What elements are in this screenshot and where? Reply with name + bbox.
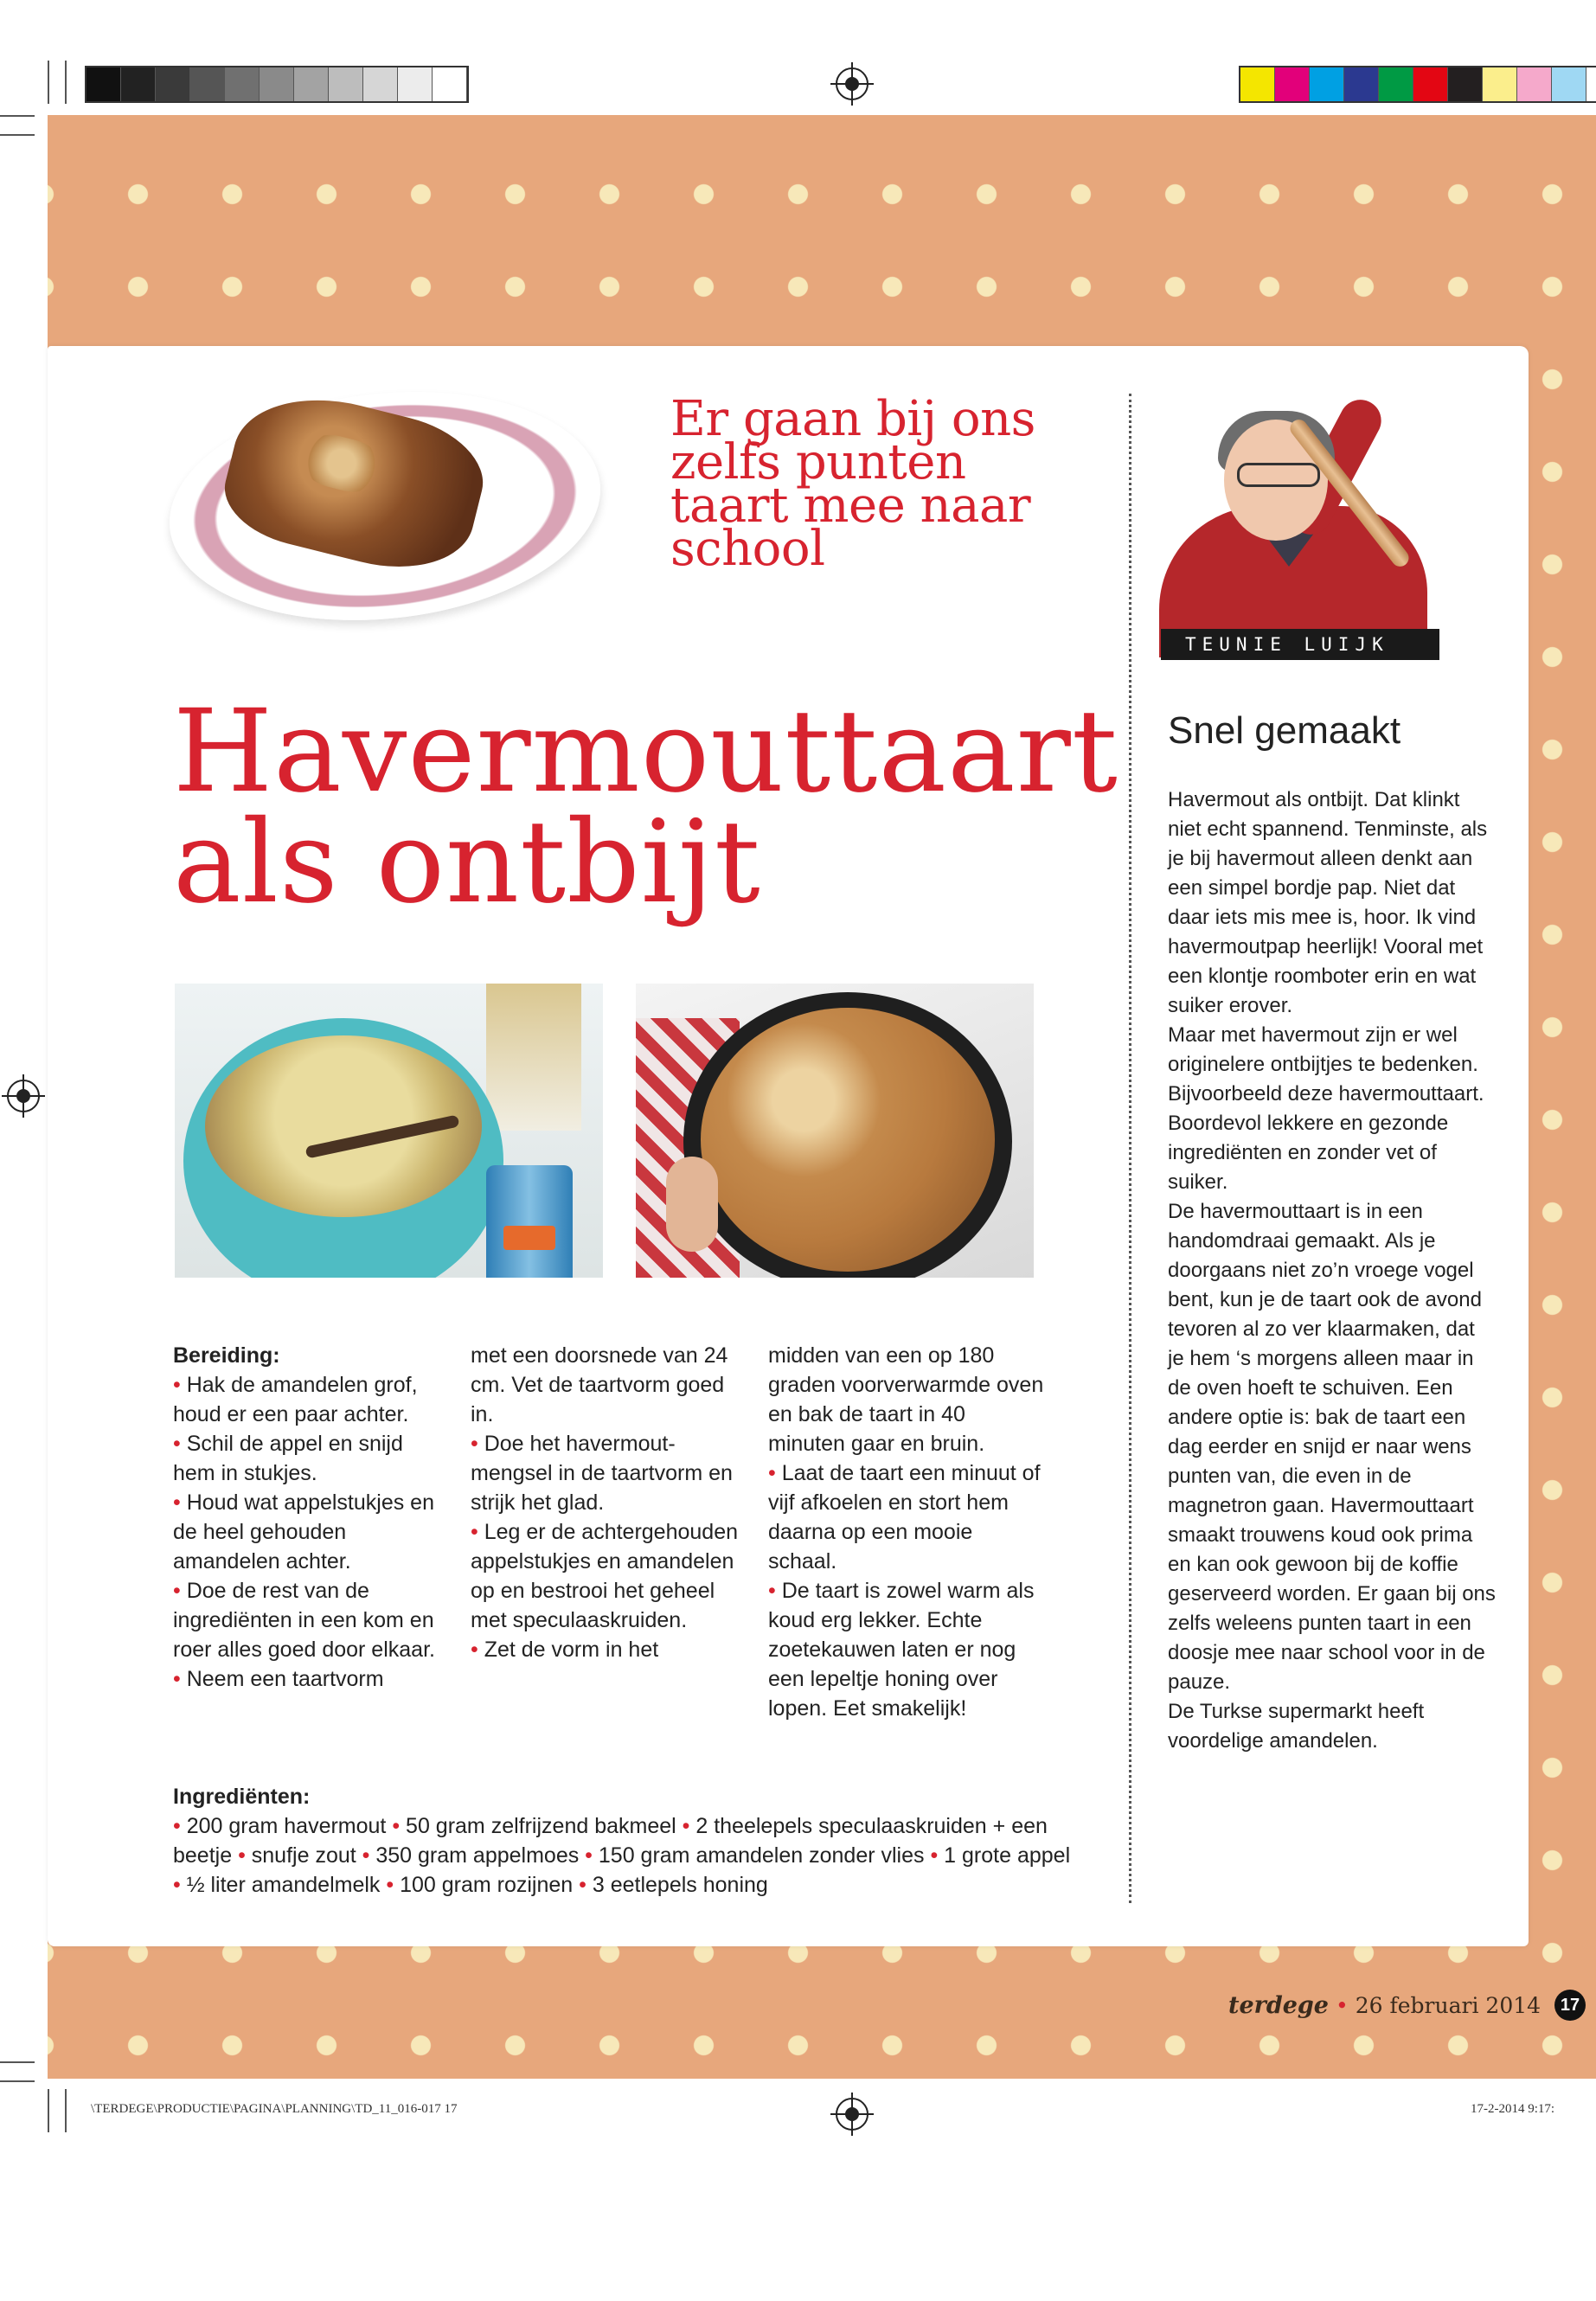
bullet-icon: • <box>232 1843 252 1868</box>
preparation-step <box>173 1370 450 1429</box>
step-text: Houd wat appelstukjes en de heel gehouden amandelen achter. <box>173 1490 434 1574</box>
step-text: De taart is zowel warm als koud erg lekker. Echte zoetekauwen laten er nog een lepeltje honing over lopen. Eet smakelijk! <box>768 1579 1035 1721</box>
ingredient-item: 150 gram amandelen zonder vlies <box>598 1843 925 1868</box>
preparation-step <box>471 1429 747 1517</box>
preparation-step <box>173 1488 450 1576</box>
sidebar-paragraph: Maar met havermout zijn er wel originelere ontbijtjes te bedenken. Bijvoorbeeld deze havermouttaart. Boordevol lekkere en gezonde ingrediënten en zonder vet of suiker. <box>1168 1023 1484 1194</box>
preparation-column-2 <box>471 1341 747 1664</box>
gray-swatch <box>363 67 398 101</box>
bullet-icon: • <box>356 1843 376 1868</box>
color-swatch <box>1344 67 1379 101</box>
author-portrait <box>1142 376 1436 657</box>
color-swatch <box>1552 67 1586 101</box>
crop-mark <box>48 2089 49 2132</box>
step-text: Leg er de achtergehouden appelstukjes en amandelen op en bestrooi het geheel met speculaaskruiden. <box>471 1520 739 1632</box>
portrait-glasses <box>1237 463 1320 487</box>
oat-box <box>486 984 581 1131</box>
sidebar-paragraph: De Turkse supermarkt heeft voordelige amandelen. <box>1168 1700 1425 1753</box>
issue-date: 26 februari 2014 <box>1355 1992 1542 2018</box>
ingredient-item: 50 gram zelfrijzend bakmeel <box>406 1814 676 1838</box>
color-swatch <box>1379 67 1413 101</box>
bullet-icon: • <box>173 1432 187 1456</box>
preparation-step <box>173 1664 450 1694</box>
bullet-icon: • <box>579 1843 599 1868</box>
bullet-icon: • <box>471 1638 484 1662</box>
sidebar-body <box>1168 785 1497 1756</box>
bullet-icon: • <box>768 1461 782 1485</box>
page-footer <box>1228 1990 1586 2021</box>
author-name-tag: TEUNIE LUIJK <box>1161 629 1439 660</box>
registration-mark-icon <box>7 1080 40 1112</box>
gray-swatch <box>190 67 225 101</box>
crop-mark <box>0 115 35 117</box>
gray-swatch <box>433 67 467 101</box>
dotted-divider <box>1129 394 1131 1903</box>
sidebar-title: Snel gemaakt <box>1168 709 1401 752</box>
step-text: Schil de appel en snijd hem in stukjes. <box>173 1432 403 1485</box>
step-text: Doe de rest van de ingrediënten in een kom en roer alles goed door elkaar. <box>173 1579 435 1662</box>
preparation-step-continued <box>768 1341 1045 1458</box>
title-line-2: als ontbijt <box>173 796 761 929</box>
gray-calibration-bar <box>85 66 469 103</box>
ingredient-item: snufje zout <box>251 1843 356 1868</box>
bullet-icon: • <box>386 1814 407 1838</box>
step-text: Hak de amandelen grof, houd er een paar achter. <box>173 1373 418 1426</box>
step-text: Doe het havermout-mengsel in de taartvorm en strijk het glad. <box>471 1432 733 1515</box>
ingredient-item: 2 theelepels speculaaskruiden + een beetje <box>173 1814 1048 1868</box>
bullet-icon: • <box>173 1490 187 1515</box>
bullet-icon: • <box>573 1873 593 1897</box>
ingredient-item: 1 grote appel <box>944 1843 1071 1868</box>
bullet-icon: • <box>676 1814 696 1838</box>
ingredient-item: 200 gram havermout <box>186 1814 387 1838</box>
print-slug-datetime: 17-2-2014 9:17: <box>1471 2102 1555 2116</box>
baked-pie-photo <box>636 984 1034 1278</box>
crop-mark <box>48 61 49 104</box>
preparation-column-1 <box>173 1341 450 1694</box>
preparation-step-continued <box>471 1341 747 1429</box>
preparation-step <box>471 1635 747 1664</box>
pull-quote: Er gaan bij ons zelfs punten taart mee naar school <box>670 391 1035 577</box>
gray-swatch <box>87 67 121 101</box>
registration-mark-icon <box>836 2098 869 2131</box>
preparation-step <box>768 1458 1045 1576</box>
gray-swatch <box>294 67 329 101</box>
crop-mark <box>0 2080 35 2082</box>
sidebar-paragraph: Havermout als ontbijt. Dat klinkt niet echt spannend. Tenminste, als je bij havermout alleen denkt aan een simpel bordje pap. Niet dat daar iets mis mee is, hoor. Ik vind havermoutpap heerlijk! Vooral met een klontje roomboter erin en wat suiker erover. <box>1168 788 1488 1017</box>
ingredients-block <box>173 1782 1073 1900</box>
color-swatch <box>1310 67 1344 101</box>
gray-swatch <box>260 67 294 101</box>
gray-swatch <box>225 67 260 101</box>
color-swatch <box>1517 67 1552 101</box>
color-swatch <box>1240 67 1275 101</box>
ingredients-heading: Ingrediënten: <box>173 1785 311 1809</box>
bullet-icon: • <box>173 1873 187 1897</box>
gray-swatch <box>121 67 156 101</box>
print-slug-path: \TERDEGE\PRODUCTIE\PAGINA\PLANNING\TD_11_016-017 17 <box>91 2102 458 2116</box>
preparation-heading: Bereiding: <box>173 1343 280 1368</box>
mixing-bowl-photo <box>175 984 603 1278</box>
step-text: midden van een op 180 graden voorverwarmde oven en bak de taart in 40 minuten gaar en bruin. <box>768 1343 1044 1456</box>
ingredient-item: 100 gram rozijnen <box>400 1873 574 1897</box>
bullet-icon: • <box>173 1814 187 1838</box>
color-swatch <box>1483 67 1517 101</box>
preparation-step <box>768 1576 1045 1723</box>
bullet-icon: • <box>924 1843 945 1868</box>
baked-oat-cake <box>701 1008 995 1272</box>
color-swatch <box>1448 67 1483 101</box>
bullet-icon: • <box>173 1579 187 1603</box>
ingredient-item: ½ liter amandelmelk <box>186 1873 381 1897</box>
color-swatch <box>1275 67 1310 101</box>
footer-separator: • <box>1336 1992 1349 2018</box>
can <box>486 1165 573 1278</box>
title-line-1: Havermouttaart <box>173 685 1118 818</box>
sidebar-paragraph: De havermouttaart is in een handomdraai gemaakt. Als je doorgaans niet zo’n vroege vogel bent, kun je de taart ook de avond tevoren al zo ver klaarmaken, dat je hem ‘s morgens alleen maar in de oven hoeft te schuiven. Een andere optie is: bak de taart een dag eerder en snijd er naar wens punten van, die even in de magnetron gaan. Havermouttaart smaakt trouwens koud ook prima en kan ook gewoon bij de koffie geserveerd worden. Er gaan bij ons zelfs weleens punten taart in een doosje mee naar school voor in de pauze. <box>1168 1200 1496 1694</box>
color-calibration-bar <box>1239 66 1596 103</box>
ingredient-item: 3 eetlepels honing <box>592 1873 768 1897</box>
bullet-icon: • <box>173 1373 187 1397</box>
bullet-icon: • <box>768 1579 782 1603</box>
hand <box>666 1157 718 1252</box>
step-text: Zet de vorm in het <box>484 1638 659 1662</box>
gray-swatch <box>398 67 433 101</box>
ingredient-item: 350 gram appelmoes <box>375 1843 580 1868</box>
gray-swatch <box>156 67 190 101</box>
crop-mark <box>0 134 35 136</box>
bullet-icon: • <box>471 1432 484 1456</box>
step-text: Laat de taart een minuut of vijf afkoelen en stort hem daarna op een mooie schaal. <box>768 1461 1041 1574</box>
crop-mark <box>65 2089 67 2132</box>
preparation-step <box>471 1517 747 1635</box>
article-title <box>173 685 1118 929</box>
gray-swatch <box>329 67 363 101</box>
preparation-step <box>173 1429 450 1488</box>
bullet-icon: • <box>471 1520 484 1544</box>
page-number: 17 <box>1554 1990 1586 2021</box>
step-text: met een doorsnede van 24 cm. Vet de taartvorm goed in. <box>471 1343 728 1426</box>
registration-mark-icon <box>836 67 869 100</box>
color-swatch <box>1413 67 1448 101</box>
preparation-step <box>173 1576 450 1664</box>
crop-mark <box>0 2061 35 2063</box>
magazine-brand: terdege <box>1228 1991 1329 2019</box>
bullet-icon: • <box>380 1873 401 1897</box>
ingredients-list <box>173 1811 1073 1900</box>
preparation-column-3 <box>768 1341 1045 1723</box>
step-text: Neem een taartvorm <box>186 1667 384 1691</box>
color-swatch <box>1586 67 1596 101</box>
crop-mark <box>65 61 67 104</box>
bullet-icon: • <box>173 1667 187 1691</box>
